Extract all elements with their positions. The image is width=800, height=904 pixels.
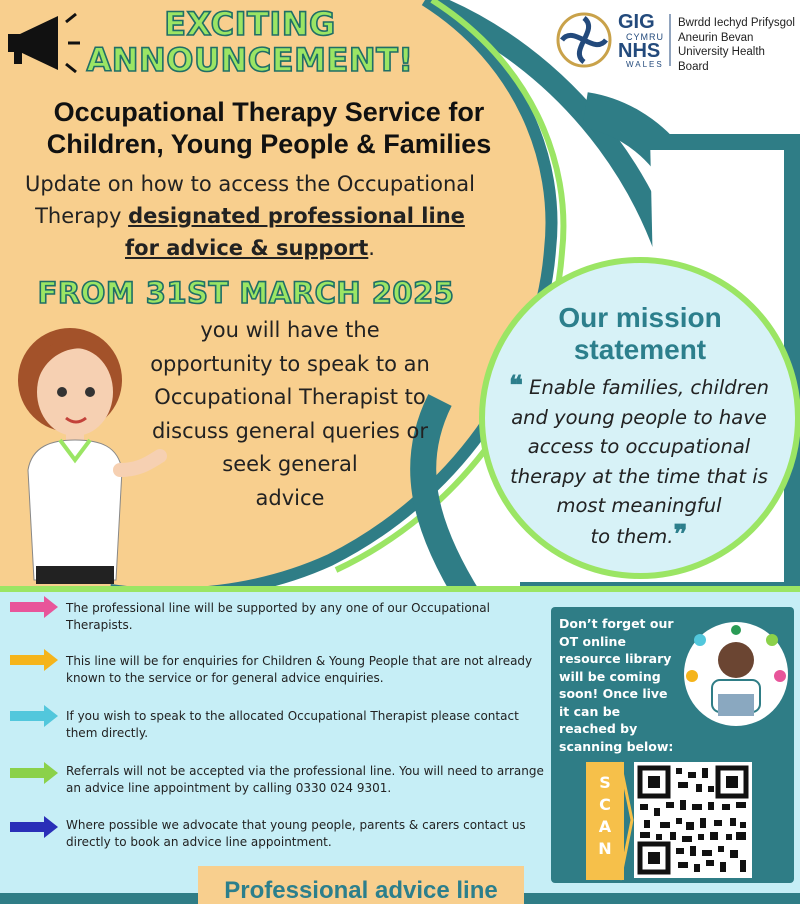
professional-advice-line-heading: Professional advice line — [198, 866, 524, 904]
opportunity-line: advice — [255, 485, 325, 510]
mission-line: and young people to have — [511, 405, 767, 429]
resource-illustration — [684, 622, 788, 726]
mission-line: access to occupational — [527, 435, 751, 458]
bullet-item-enquiries: This line will be for enquiries for Children & Young People that are not already known to the service or for general advice enquiries. — [66, 654, 533, 685]
open-quote-icon: ❝ — [508, 371, 523, 401]
qr-code[interactable] — [634, 762, 752, 878]
service-title — [24, 96, 514, 160]
update-text-highlight: designated professional line for advice & support — [125, 204, 465, 260]
mission-statement — [494, 372, 784, 551]
mission-title — [520, 302, 760, 366]
close-quote-icon: ❞ — [673, 519, 688, 550]
opportunity-line: discuss general queries or — [151, 418, 429, 443]
scan-letter: S — [599, 773, 611, 792]
announcement-heading-line1: EXCITING — [164, 5, 336, 43]
scan-letter: C — [599, 795, 611, 814]
opportunity-line: opportunity to speak to an — [150, 351, 430, 376]
bullet-item-advocate: Where possible we advocate that young people, parents & carers contact us directly to book an advice line appointment. — [66, 818, 526, 849]
mission-line: therapy at the time that is — [510, 464, 768, 488]
update-text-end: . — [368, 236, 375, 260]
bullet-item-professional-line: The professional line will be supported by any one of our Occupational Therapists. — [66, 601, 490, 632]
update-text-plain: Update on how to access the Occupational Therapy — [25, 172, 475, 228]
logo-gig: GIG — [618, 11, 655, 33]
service-title-line2: Children, Young People & Families — [46, 129, 492, 159]
update-text — [20, 168, 480, 264]
health-board-line: Bwrdd Iechyd Prifysgol — [678, 17, 795, 29]
logo-wales: WALES — [626, 60, 664, 69]
health-board-name — [678, 16, 798, 74]
service-title-line1: Occupational Therapy Service for — [53, 97, 485, 127]
mission-line: most meaningful — [556, 494, 722, 517]
scan-letter: N — [598, 839, 612, 858]
opportunity-line: seek general — [222, 452, 358, 476]
opportunity-line: you will have the — [200, 318, 380, 342]
logo-nhs: NHS — [618, 40, 661, 62]
opportunity-text — [132, 314, 448, 515]
scan-label — [586, 772, 624, 860]
mission-title-line2: statement — [573, 334, 707, 365]
mission-line: to them. — [590, 524, 674, 548]
scan-letter: A — [598, 817, 612, 836]
mission-line: Enable families, children — [529, 376, 770, 399]
qr-code-icon — [634, 762, 752, 878]
from-date-heading: FROM 31ST MARCH 2025 — [37, 276, 455, 310]
announcement-heading-line2: ANNOUNCEMENT! — [86, 41, 414, 79]
health-board-line: University Health Board — [678, 46, 765, 73]
mission-title-line1: Our mission — [558, 302, 722, 333]
logo-cymru: CYMRU — [626, 32, 664, 42]
bullet-item-allocated-therapist: If you wish to speak to the allocated Occupational Therapist please contact them directly. — [66, 709, 519, 740]
health-board-line: Aneurin Bevan — [678, 31, 754, 44]
opportunity-line: Occupational Therapist to — [154, 385, 426, 409]
resource-library-text: Don’t forget our OT online resource library will be coming soon! Once live it can be reached by scanning below: — [559, 616, 674, 754]
bullet-item-referrals: Referrals will not be accepted via the professional line. You will need to arrange an advice line appointment by calling 0330 024 9301. — [66, 764, 544, 795]
